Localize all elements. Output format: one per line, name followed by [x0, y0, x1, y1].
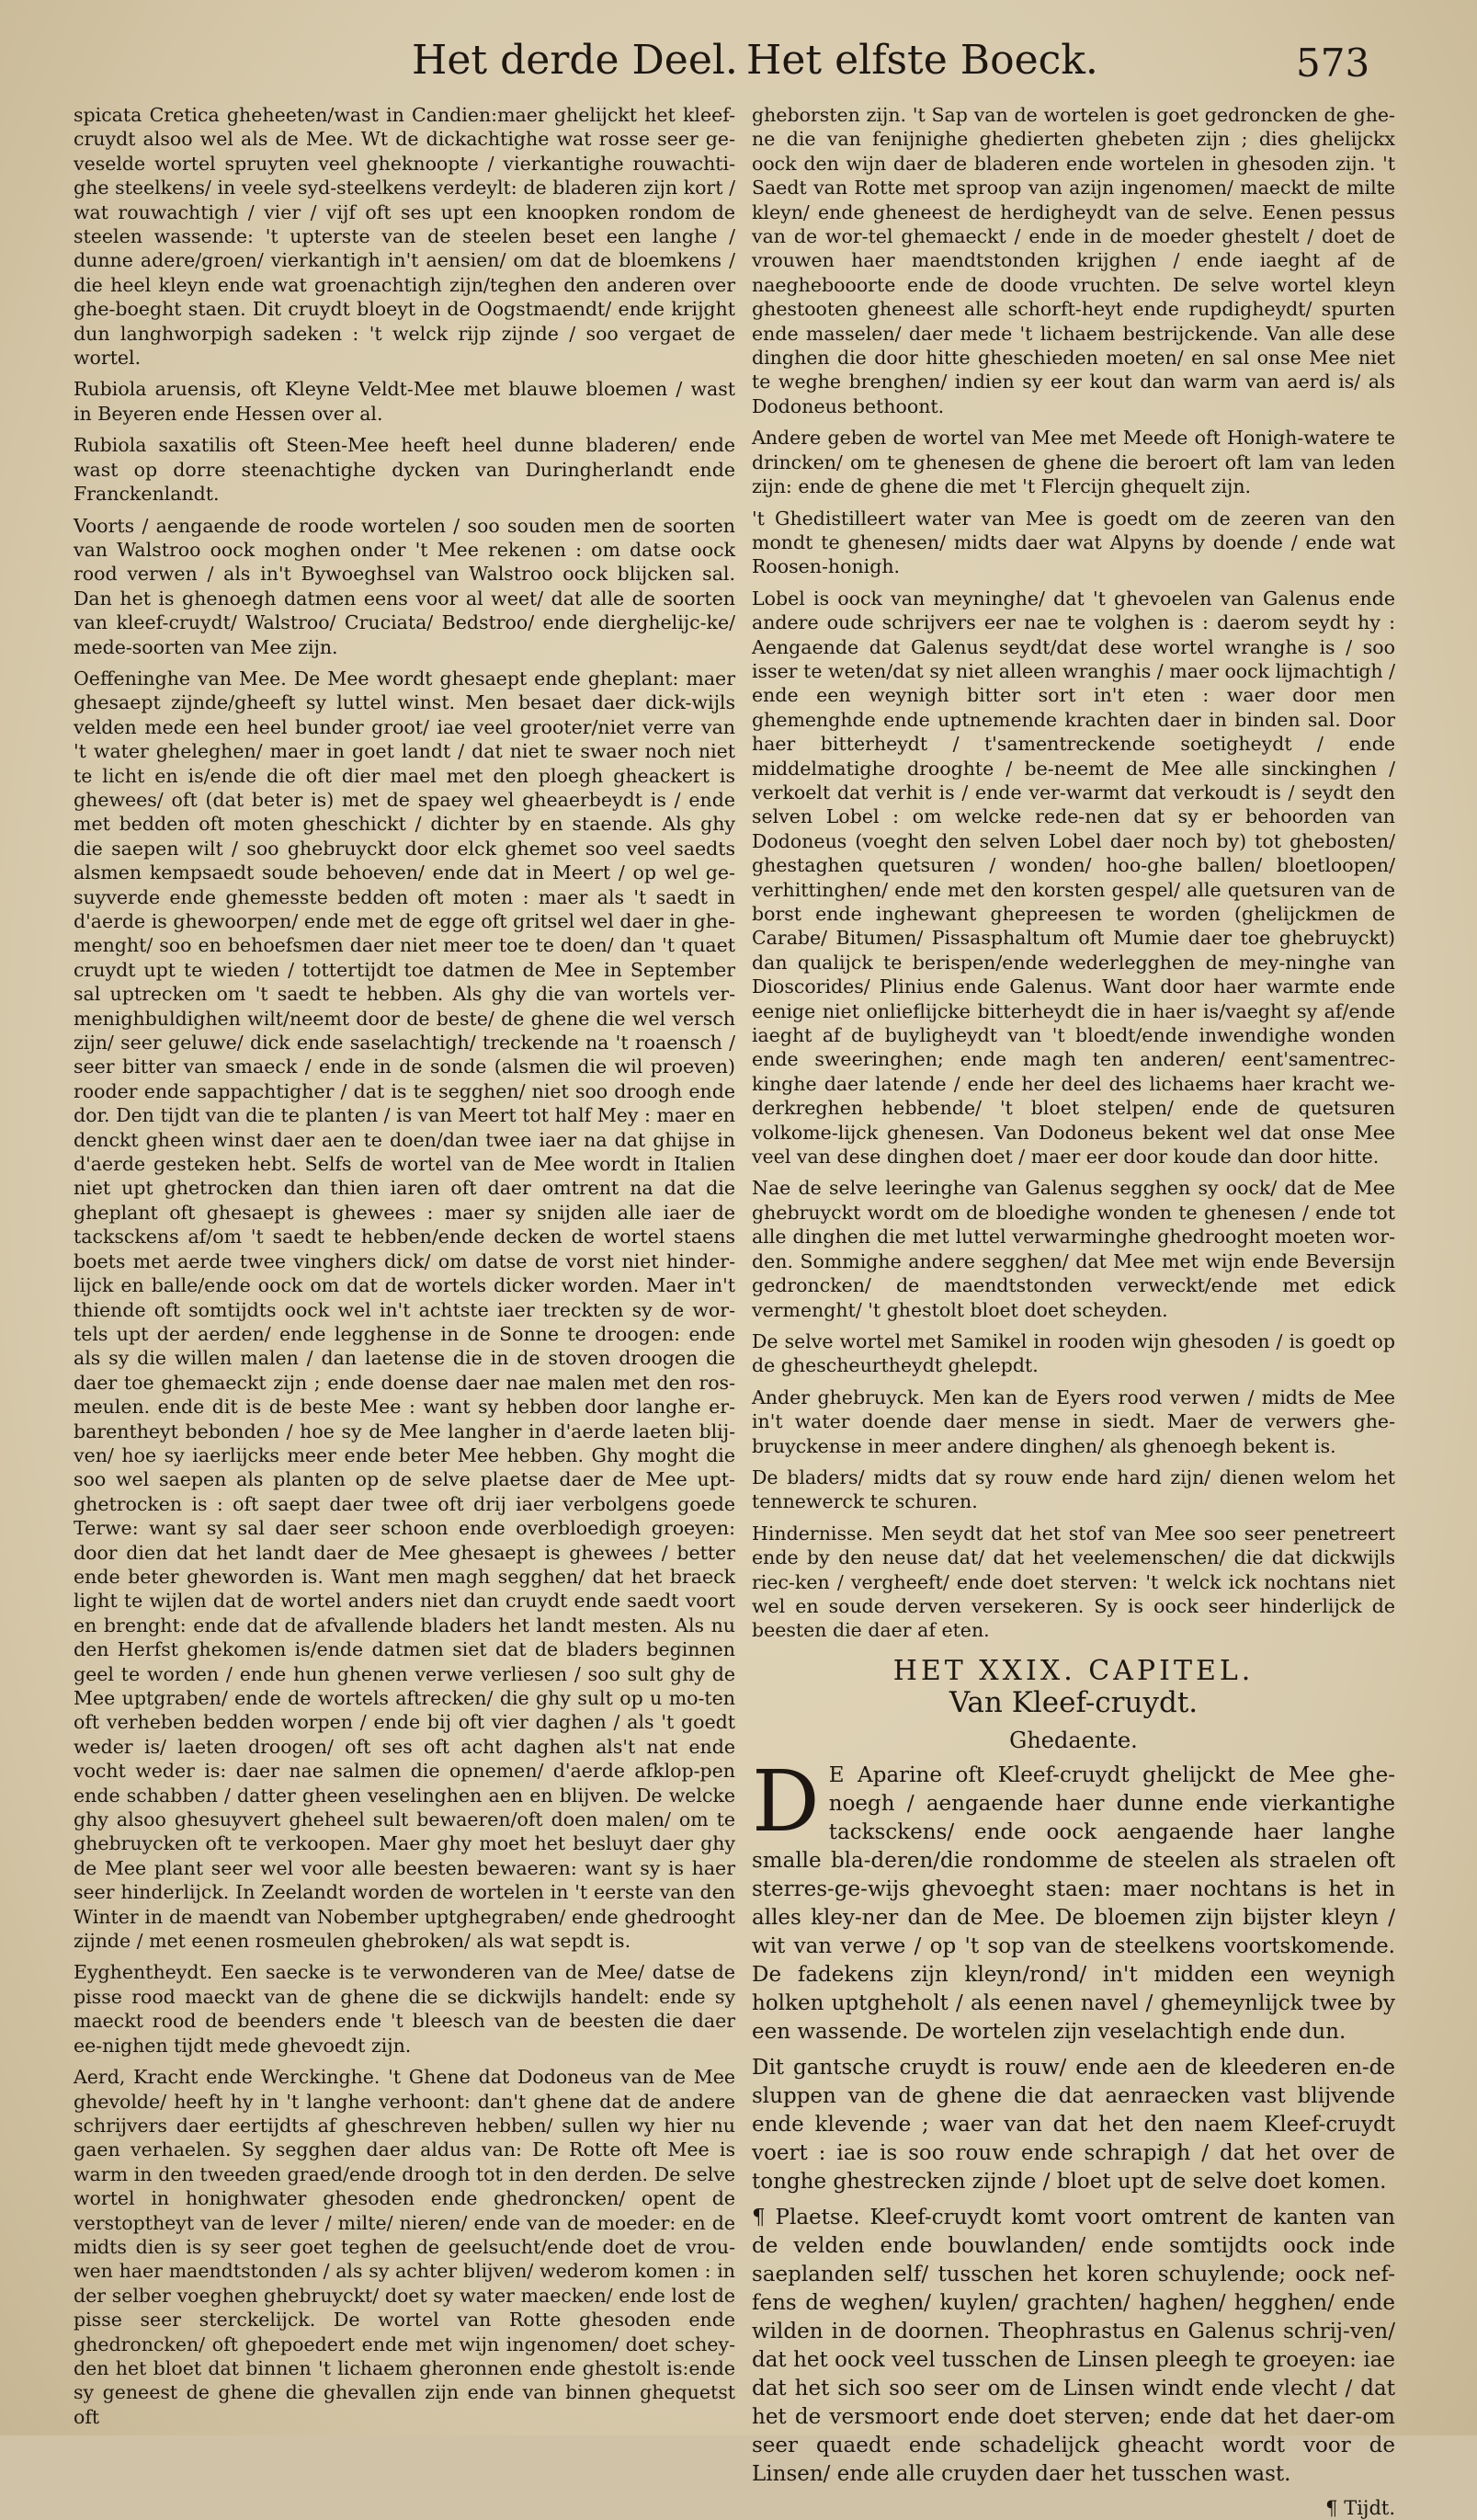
paragraph: Oeffeninghe van Mee. De Mee wordt ghesaept ende gheplant: maer ghesaept zijnde/gheeft sy luttel winst. Men besaet daer dick-wijls velden mede een heel bunder groot/ iae veel grooter/niet verre van 't water gheleghen/ maer in goet landt / dat niet te swaer noch niet te licht en is/ende die oft dier mael met den ploegh gheackert is ghewees/ oft (dat beter is) met de spaey wel gheaerbeydt is / ende met bedden oft moten gheschickt / dichter by en staende. Als ghy die saepen wilt / soo ghebruyckt door elck ghemet soo veel saedts alsmen kempsaedt soude behoeven/ ende dat in Meert / op wel ge-suyverde ende ghemesste bedden oft moten : maer als 't saedt in d'aerde is ghewoorpen/ ende met de egge oft gritsel wel daer in ghe-menght/ soo en behoefsmen daer niet meer toe te doen/ dan 't quaet cruydt upt te wieden / tottertijdt toe datmen de Mee in September sal uptrecken om 't saedt te hebben. Als ghy die van wortels ver-menighbuldighen wilt/neemt door de beste/ de ghene die wel versch zijn/ seer geluwe/ dick ende saselachtigh/ treckende na 't roaensch / seer bitter van smaeck / ende in de sonde (alsmen die wil proeven) rooder ende sappachtigher / dat is te segghen/ niet soo droogh ende dor. Den tijdt van die te planten / is van Meert tot half Mey : maer en denckt gheen winst daer aen te doen/dan twee iaer na dat ghijse in d'aerde gesteken hebt. Selfs de wortel van de Mee wordt in Italien niet upt ghetrocken dan thien iaren oft daer omtrent na dat die gheplant oft ghesaept is ghewees : maer sy snijden alle iaer de tacksckens af/om 't saedt te hebben/ende decken de wortel staens boets met aerde twee vinghers dick/ om datse de vorst niet hinder-lijck en balle/ende oock om dat de wortels dicker worden. Maer in't thiende oft somtijdts oock wel in't achtste iaer treckten sy de wor-tels upt der aerden/ ende legghense in de Sonne te droogen: ende als sy die willen malen / dan laetense die in de stoven droogen die daer toe ghemaeckt zijn ; ende doense daer nae malen met den ros-meulen. ende dit is de beste Mee : want sy hebben door langhe er-barentheyt bebonden / hoe sy de Mee langher in d'aerde laeten blij-ven/ hoe sy iaerlijcks meer ende beter Mee hebben. Ghy moght die soo wel saepen als planten op de selve plaetse daer de Mee upt-ghetrocken is : oft saept daer twee oft drij iaer verbolgens goede Terwe: want sy sal daer seer schoon ende overbloedigh groeyen: door dien dat het landt daer de Mee ghesaept is ghewees / better ende beter gheworden is. Want men magh segghen/ dat het braeck light te wijlen dat de wortel anders niet dan cruydt ende saedt voort en brenght: ende dat de afvallende bladers het landt mesten. Als nu den Herfst ghekomen is/ende datmen siet dat de bladers beginnen geel te worden / ende hun ghenen verwe verliesen / soo sult ghy de Mee uptgraben/ ende de wortels aftrecken/ die ghy sult op u mo-ten oft verheben bedden worpen / ende bij oft vier daghen / als 't goedt weder is/ laeten droogen/ oft ses oft acht daghen als't nat ende vocht weder is: daer nae salmen die opnemen/ d'aerde afklop-pen ende schabben / datter gheen veselinghen aen en blijven. De welcke ghy alsoo ghesuyvert gheheel sult bewaeren/oft doen malen/ om te ghebruycken oft te verkoopen. Maer ghy moet het besluyt daer ghy de Mee plant seer wel voor alle beesten bewaeren: want sy is haer seer hinderlijck. In Zeelandt worden de wortelen in 't eerste van den Winter in de maendt van Nobember uptghegraben/ ende ghedrooght zijnde / met eenen rosmeulen ghebroken/ als wat sepdt is. [74, 667, 735, 1953]
running-title-left: Het derde Deel. [412, 37, 738, 84]
paragraph: De selve wortel met Samikel in rooden wijn ghesoden / is goedt op de ghescheurtheydt ghelepdt. [752, 1329, 1395, 1377]
catchword: ¶ Tijdt. [1325, 2497, 1395, 2519]
paragraph: Rubiola aruensis, oft Kleyne Veldt-Mee met blauwe bloemen / wast in Beyeren ende Hessen over al. [74, 378, 735, 425]
right-column [752, 103, 1395, 2520]
paragraph: gheborsten zijn. 't Sap van de wortelen is goet gedroncken de ghe-ne die van fenijnighe ghedierten ghebeten zijn ; dies ghelijckx oock den wijn daer de bladeren ende wortelen in ghesoden zijn. 't Saedt van Rotte met sproop van azijn ingenomen/ maeckt de milte kleyn/ ende gheneest de herdigheydt van de selve. Eenen pessus van de wor-tel ghemaeckt / ende in de moeder ghestelt / doet de vrouwen haer maendtstonden krijghen / ende iaeght af de naeghebooorte ende de doode vruchten. De selve wortel kleyn ghestooten gheneest alle schorft-heyt ende rupdigheydt/ spurten ende masselen/ daer mede 't lichaem bestrijckende. Van alle dese dinghen die door hitte gheschieden moeten/ en sal onse Mee niet te weghe brenghen/ indien sy eer kout dan warm van aerd is/ als Dodoneus bethoont. [752, 104, 1395, 417]
paragraph: Ander ghebruyck. Men kan de Eyers rood verwen / midts de Mee in't water doende daer mense in siedt. Maer de verwers ghe-bruyckense in meer andere dinghen/ als ghenoegh bekent is. [752, 1385, 1395, 1457]
running-header [0, 37, 1477, 101]
paragraph: 't Ghedistilleert water van Mee is goedt om de zeeren van den mondt te ghenesen/ midts daer wat Alpyns by doende / ende wat Roosen-honigh. [752, 507, 1395, 578]
chapter-body [752, 1752, 1395, 2489]
running-title-right: Het elfste Boeck. [746, 37, 1098, 84]
paragraph: Eyghentheydt. Een saecke is te verwonderen van de Mee/ datse de pisse rood maeckt van de ghene die se dickwijls handelt: ende sy maeckt rood de beenders ende 't bleesch van de beesten die daer ee-nighen tijdt mede ghevoedt zijn. [74, 1961, 735, 2057]
paragraph: E Aparine oft Kleef-cruydt ghelijckt de Mee ghe-noegh / aengaende haer dunne ende vierkantighe tacksckens/ ende oock aengaende haer langhe smalle bla-deren/die rondomme de steelen als straelen oft sterres-ge-wijs ghevoeght staen: maer nochtans is het in alles kley-ner dan de Mee. De bloemen zijn bijster kleyn / wit van verwe / op 't sop van de steelkens voortskomende. De fadekens zijn kleyn/rond/ in't midden een weynigh holken uptgheholt / als eenen navel / ghemeynlijck twee by een wassende. De wortelen zijn veselachtigh ende dun. [752, 1763, 1395, 2044]
drop-cap: D [752, 1752, 820, 1851]
section-heading: Ghedaente. [1009, 1727, 1138, 1753]
paragraph: De bladers/ midts dat sy rouw ende hard zijn/ dienen welom het tennewerck te schuren. [752, 1465, 1395, 1513]
paragraph: spicata Cretica gheheeten/wast in Candien:maer ghelijckt het kleef-cruydt alsoo wel als de Mee. Wt de dickachtighe wat rosse seer ge-veselde wortel spruyten veel gheknoopte / vierkantighe rouwachti-ghe steelkens/ in veele syd-steelkens verdeylt: de bladeren zijn kort / wat rouwachtigh / vier / vijf oft ses upt een knoopken rondom de steelen wassende: 't upterste van de steelen beset een langhe / dunne adere/groen/ vierkantigh in't aensien/ om dat de bloemkens / die heel kleyn ende wat groenachtigh zijn/teghen den anderen over ghe-boeght staen. Dit cruydt bloeyt in de Oogstmaendt/ ende krijght dun langhworpigh sadeken : 't welck rijp zijnde / soo vergaet de wortel. [74, 104, 735, 370]
left-column [74, 103, 735, 2436]
paragraph: Hindernisse. Men seydt dat het stof van Mee soo seer penetreert ende by den neuse dat/ dat het veelemenschen/ die dat dickwijls riec-ken / vergheeft/ ende doet sterven: 't welck ick nochtans niet wel en soude derven versekeren. Sy is oock seer hinderlijck de beesten die daer af eten. [752, 1522, 1395, 1642]
paragraph: Andere geben de wortel van Mee met Meede oft Honigh-watere te drincken/ om te ghenesen de ghene die beroert oft lam van leden zijn: ende de ghene die met 't Flercijn ghequelt zijn. [752, 427, 1395, 498]
paragraph: Aerd, Kracht ende Werckinghe. 't Ghene dat Dodoneus van de Mee ghevolde/ heeft hy in 't langhe verhoont: dan't ghene dat de andere schrijvers daer eertijdts af gheschreven hebben/ sullen wy hier nu gaen verhaelen. Sy segghen daer aldus van: De Rotte oft Mee is warm in den tweeden graed/ende droogh tot in den derden. De selve wortel in honighwater ghesoden ende ghedroncken/ opent de verstoptheyt van de lever / milte/ nieren/ ende van de moeder: en de midts dien is sy seer goet teghen de geelsucht/ende doet de vrou-wen haer maendtstonden / als sy achter blijven/ wederom komen : in der selber voeghen ghebruyckt/ doet sy water maecken/ ende lost de pisse seer sterckelijck. De wortel van Rotte ghesoden ende ghedroncken/ oft ghepoedert ende met wijn ingenomen/ doet schey-den het bloet dat binnen 't lichaem gheronnen ende ghestolt is:ende sy geneest de ghene die ghevallen zijn ende van binnen ghequetst oft [74, 2066, 735, 2428]
paragraph: Nae de selve leeringhe van Galenus segghen sy oock/ dat de Mee ghebruyckt wordt om de bloedighe wonden te ghenesen / ende tot alle dinghen die met luttel verwarminghe ghedrooght moeten wor-den. Sommighe andere segghen/ dat Mee met wijn ende Beversijn gedroncken/ de maendtstonden verweckt/ende met edick vermenght/ 't ghestolt bloet doet scheyden. [752, 1177, 1395, 1321]
paragraph: Dit gantsche cruydt is rouw/ ende aen de kleederen en-de sluppen van de ghene die dat aenraecken vast blijvende ende klevende ; waer van dat het den naem Kleef-cruydt voert : iae is soo rouw ende schrapigh / dat het over de tonghe ghestrecken zijnde / bloet upt de selve doet komen. [752, 2056, 1395, 2194]
chapter-title: HET XXIX. CAPITEL. [892, 1654, 1255, 1687]
paragraph: Voorts / aengaende de roode wortelen / soo souden men de soorten van Walstroo oock moghen onder 't Mee rekenen : om datse oock rood verwen / als in't Bywoeghsel van Walstroo oock blijcken sal. Dan het is ghenoegh datmen eens voor al weet/ dat alle de soorten van kleef-cruydt/ Walstroo/ Cruciata/ Bedstroo/ ende dierghelijc-ke/ mede-soorten van Mee zijn. [74, 514, 735, 658]
chapter-subtitle: Van Kleef-cruydt. [949, 1686, 1199, 1720]
paragraph: Lobel is oock van meyninghe/ dat 't ghevoelen van Galenus ende andere oude schrijvers eer nae te volghen is : daerom seydt hy : Aengaende dat Galenus seydt/dat dese wortel wranghe is / soo isser te weten/dat sy niet alleen wranghis / maer oock lijmachtigh / ende een weynigh bitter sort in't eten : waer door men ghemenghde ende uptnemende krachten daer in binden sal. Door haer bitterheydt / t'samentreckende soetigheydt / ende middelmatighe drooghte / be-neemt de Mee alle sinckinghen / verkoelt dat verhit is / ende ver-warmt dat verkoudt is / seydt den selven Lobel : om welcke rede-nen dat sy er behoorden van Dodoneus (voeght den selven Lobel daer noch by) tot ghebosten/ ghestaghen quetsuren / wonden/ hoo-ghe ballen/ bloetloopen/ verhittinghen/ ende met den korsten gespel/ alle quetsuren van de borst ende inghewant ghepreesen te worden (ghelijckmen de Carabe/ Bitumen/ Pissasphaltum oft Mumie daer toe ghebruyckt) dan qualijck te berispen/ende wederlegghen de mey-ninghe van Dioscorides/ Plinius ende Galenus. Want door haer warmte ende eenige niet onlieflijcke bitterheydt die in haer is/vaeght sy af/ende iaeght af de buyligheydt van 't bloedt/ende inwendighe wonden ende sweeringhen; ende magh ten anderen/ eent'samentrec-kinghe daer latende / ende her deel des lichaems haer kracht we-derkreghen hebbende/ 't bloet stelpen/ ende de quetsuren volkome-lijck ghenesen. Van Dodoneus bekent wel dat onse Mee veel van dese dinghen doet / maer eer door koude dan door hitte. [752, 587, 1395, 1169]
paragraph: Rubiola saxatilis oft Steen-Mee heeft heel dunne bladeren/ ende wast op dorre steenachtighe dycken van Duringherlandt ende Franckenlandt. [74, 434, 735, 506]
paragraph: ¶ Plaetse. Kleef-cruydt komt voort omtrent de kanten van de velden ende bouwlanden/ ende somtijdts oock inde saeplanden self/ tusschen het koren schuylende; oock nef-fens de weghen/ kuylen/ grachten/ haghen/ hegghen/ ende wilden in de doornen. Theophrastus en Galenus schrij-ven/ dat het oock veel tusschen de Linsen pleegh te groeyen: iae dat het sich soo seer om de Linsen windt ende vlecht / dat het de versmoort ende doet sterven; ende dat het daer-om seer quaedt ende schadelijck gheacht wordt voor de Linsen/ ende alle cruyden daer het tusschen wast. [752, 2206, 1395, 2486]
page-number: 573 [1296, 40, 1370, 86]
